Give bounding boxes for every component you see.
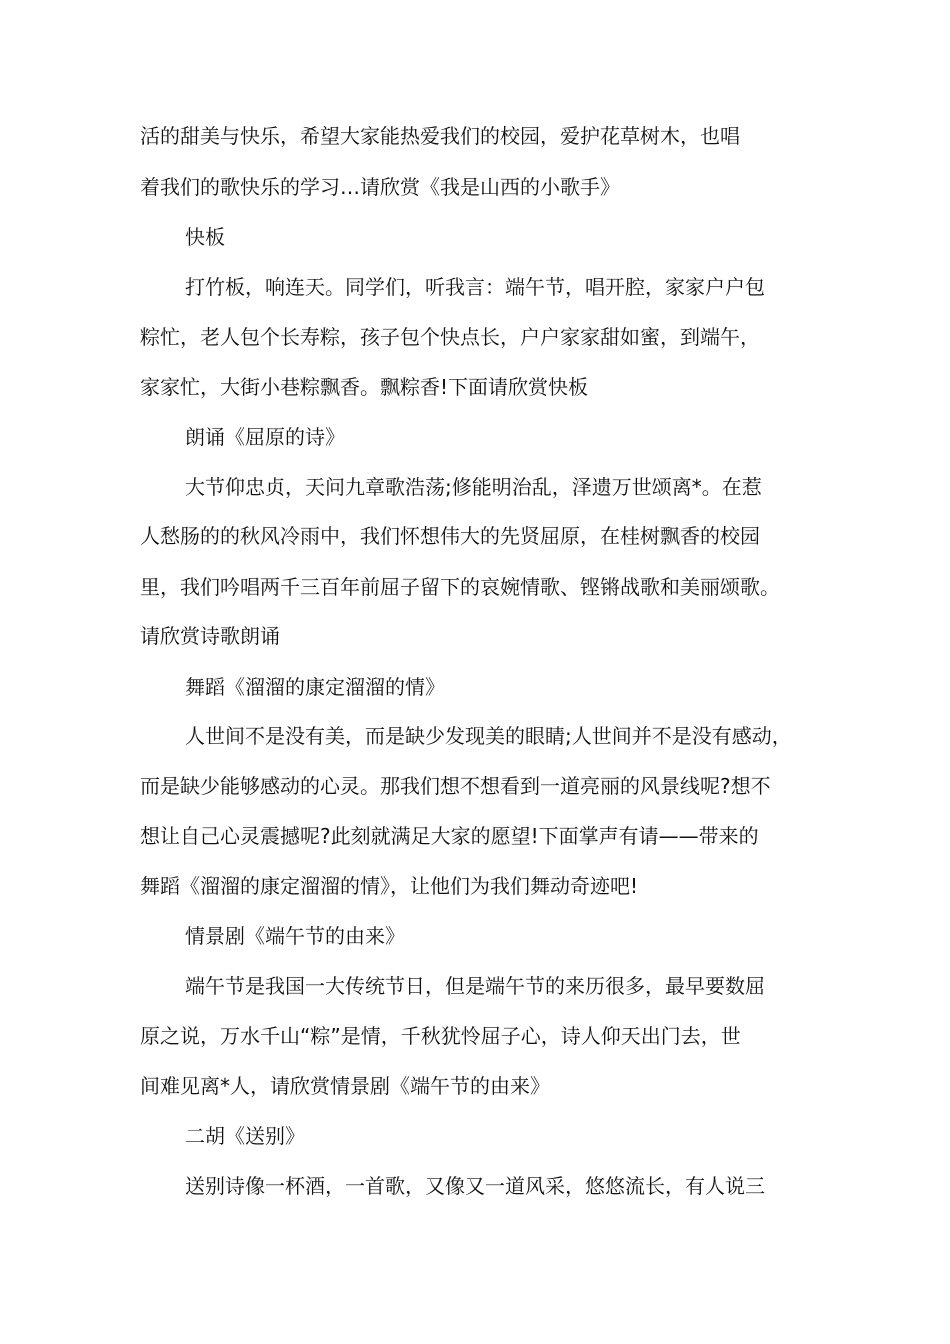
- section-heading: 二胡《送别》: [185, 1124, 305, 1148]
- text-line: 人愁肠的的秋风冷雨中，我们怀想伟大的先贤屈原，在桂树飘香的校园: [140, 524, 760, 548]
- text-line: 舞蹈《溜溜的康定溜溜的情》，让他们为我们舞动奇迹吧!: [140, 874, 639, 898]
- text-line: 原之说，万水千山“粽”是情，千秋犹怜屈子心，诗人仰天出门去，世: [140, 1024, 741, 1048]
- text-line: 端午节是我国一大传统节日，但是端午节的来历很多，最早要数屈: [185, 974, 765, 998]
- text-line: 送别诗像一杯酒，一首歌，又像又一道风采，悠悠流长，有人说三: [185, 1174, 765, 1198]
- text-line: 间难见离*人，请欣赏情景剧《端午节的由来》: [140, 1074, 550, 1098]
- text-line: 而是缺少能够感动的心灵。那我们想不想看到一道亮丽的风景线呢?想不: [140, 774, 771, 798]
- section-heading: 快板: [185, 225, 225, 249]
- text-line: 里，我们吟唱两千三百年前屈子留下的哀婉情歌、铿锵战歌和美丽颂歌。: [140, 575, 780, 599]
- text-line: 人世间不是没有美，而是缺少发现美的眼睛;人世间并不是没有感动，: [185, 724, 792, 748]
- text-line: 活的甜美与快乐，希望大家能热爱我们的校园，爱护花草树木，也唱: [140, 124, 740, 148]
- section-heading: 情景剧《端午节的由来》: [185, 924, 405, 948]
- section-heading: 舞蹈《溜溜的康定溜溜的情》: [185, 675, 445, 699]
- text-line: 家家忙，大街小巷粽飘香。飘粽香!下面请欣赏快板: [140, 375, 589, 399]
- text-line: 想让自己心灵震撼呢?此刻就满足大家的愿望!下面掌声有请——带来的: [140, 824, 759, 848]
- text-line: 打竹板，响连天。同学们，听我言：端午节，唱开腔，家家户户包: [185, 275, 765, 299]
- text-line: 请欣赏诗歌朗诵: [140, 624, 280, 648]
- text-line: 着我们的歌快乐的学习…请欣赏《我是山西的小歌手》: [140, 175, 620, 199]
- text-line: 大节仰忠贞，天问九章歌浩荡;修能明治乱，泽遗万世颂离*。在惹: [185, 475, 762, 499]
- text-line: 粽忙，老人包个长寿粽，孩子包个快点长，户户家家甜如蜜，到端午，: [140, 325, 760, 349]
- section-heading: 朗诵《屈原的诗》: [185, 425, 345, 449]
